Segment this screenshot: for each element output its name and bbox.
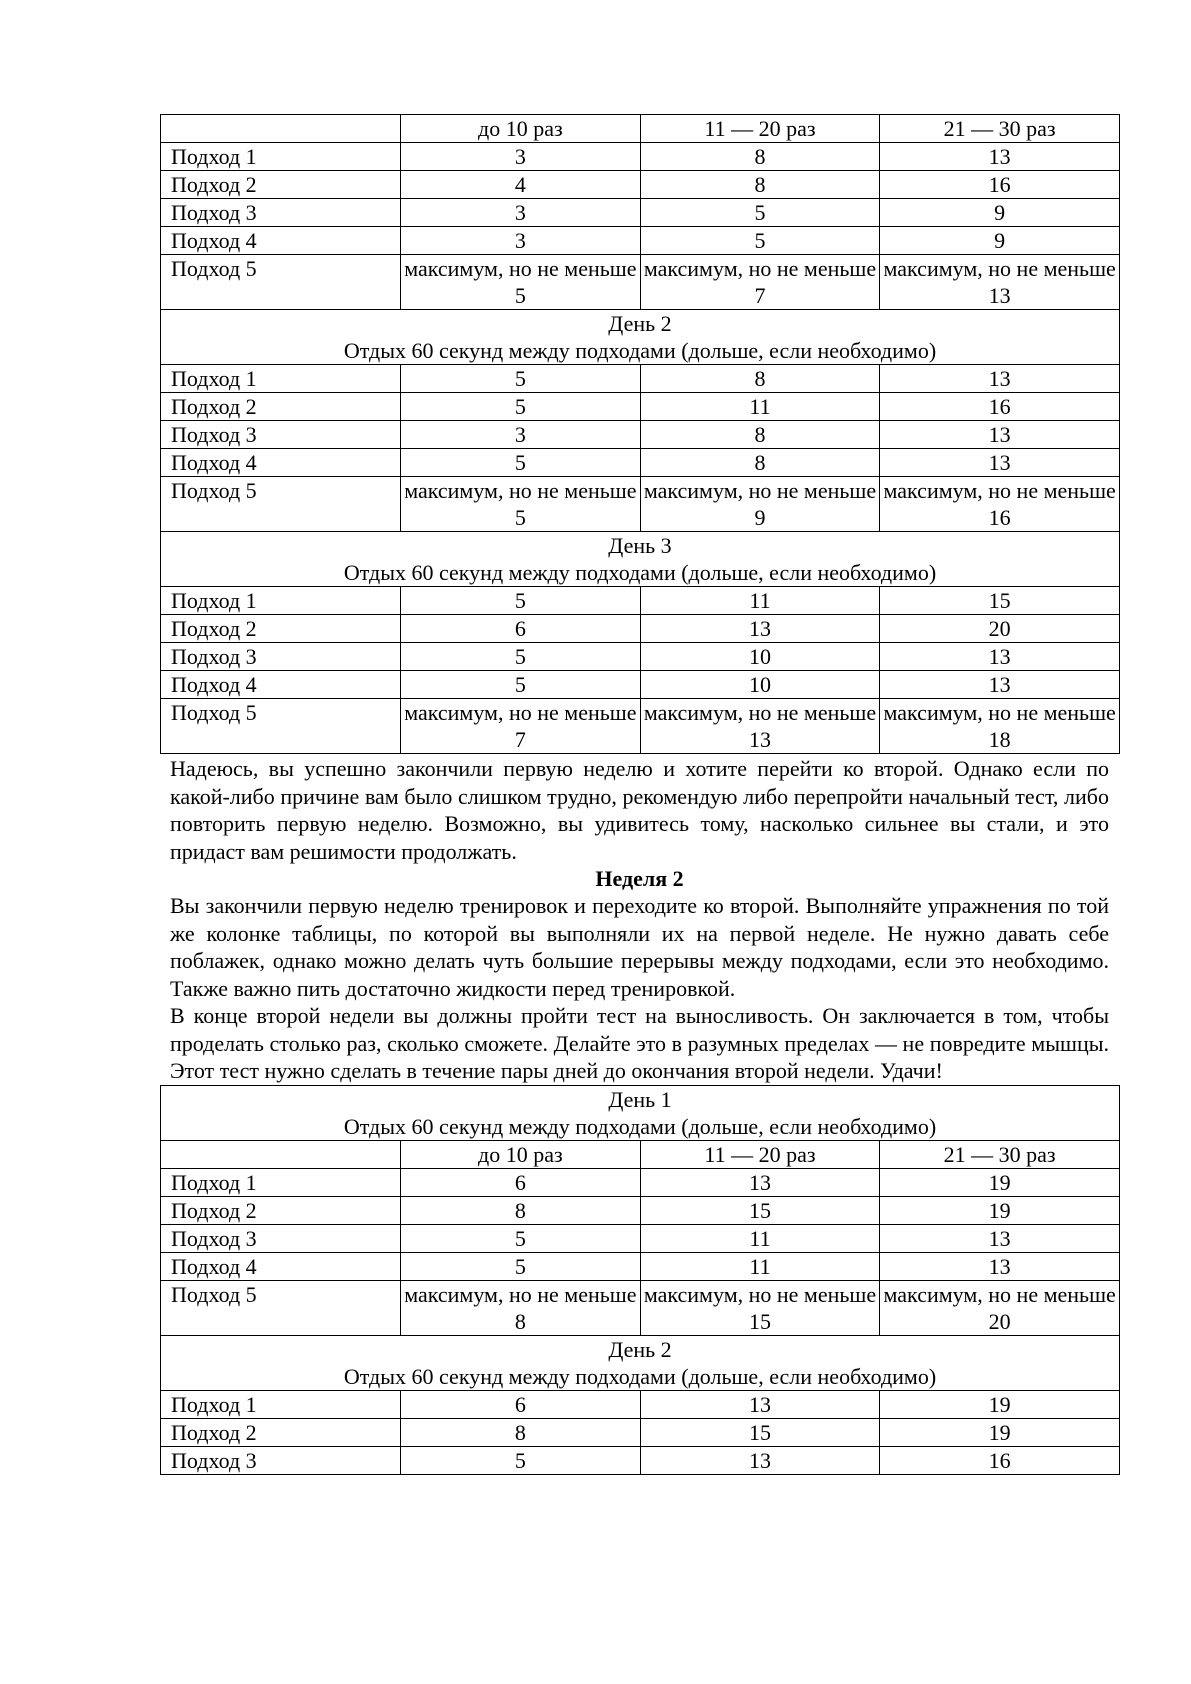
set-label: Подход 2	[161, 171, 401, 199]
reps-cell: 3	[401, 143, 641, 171]
table-row	[161, 143, 1120, 171]
table-header-cell: 11 — 20 раз	[640, 115, 880, 143]
table-row	[161, 393, 1120, 421]
reps-cell: 13	[880, 421, 1120, 449]
table-row	[161, 171, 1120, 199]
day-title: День 2	[608, 1336, 672, 1362]
table-row	[161, 587, 1120, 615]
table-row	[161, 255, 1120, 310]
day-header	[161, 310, 1120, 365]
table-row	[161, 1196, 1120, 1224]
reps-cell: 13	[640, 615, 880, 643]
week1-table	[160, 114, 1120, 754]
table-header-cell: 11 — 20 раз	[640, 1140, 880, 1168]
reps-cell: 6	[401, 615, 641, 643]
table-row	[161, 643, 1120, 671]
set-label: Подход 1	[161, 1390, 401, 1418]
reps-cell: максимум, но не меньше 5	[401, 255, 641, 310]
rest-note: Отдых 60 секунд между подходами (дольше, если необходимо)	[343, 560, 937, 585]
day-title: День 1	[608, 1086, 672, 1112]
reps-cell: 13	[880, 671, 1120, 699]
reps-cell: 5	[401, 393, 641, 421]
set-label: Подход 5	[161, 1280, 401, 1335]
day-header-row	[161, 1335, 1120, 1390]
reps-cell: максимум, но не меньше 7	[640, 255, 880, 310]
day-header	[161, 1335, 1120, 1390]
set-label: Подход 3	[161, 1224, 401, 1252]
reps-cell: 6	[401, 1168, 641, 1196]
table-header-cell: 21 — 30 раз	[880, 115, 1120, 143]
reps-cell: 13	[640, 1168, 880, 1196]
set-label: Подход 4	[161, 227, 401, 255]
reps-cell: 9	[880, 227, 1120, 255]
reps-cell: 13	[640, 1390, 880, 1418]
reps-cell: 5	[640, 227, 880, 255]
reps-cell: 10	[640, 643, 880, 671]
reps-cell: 13	[880, 143, 1120, 171]
reps-cell: 11	[640, 393, 880, 421]
reps-cell: 8	[640, 143, 880, 171]
reps-cell: 9	[880, 199, 1120, 227]
day-header	[161, 1085, 1120, 1140]
rest-note: Отдых 60 секунд между подходами (дольше, если необходимо)	[343, 338, 937, 363]
table-row	[161, 477, 1120, 532]
reps-cell: 13	[640, 1446, 880, 1474]
table-row	[161, 1224, 1120, 1252]
reps-cell: 5	[401, 365, 641, 393]
table-row	[161, 1280, 1120, 1335]
reps-cell: 8	[401, 1196, 641, 1224]
table-row	[161, 227, 1120, 255]
reps-cell: 8	[640, 171, 880, 199]
table-row	[161, 1446, 1120, 1474]
day-header-row	[161, 532, 1120, 587]
set-label: Подход 2	[161, 1418, 401, 1446]
set-label: Подход 3	[161, 199, 401, 227]
reps-cell: максимум, но не меньше 8	[401, 1280, 641, 1335]
reps-cell: 5	[401, 671, 641, 699]
reps-cell: максимум, но не меньше 5	[401, 477, 641, 532]
table-row	[161, 1418, 1120, 1446]
set-label: Подход 1	[161, 587, 401, 615]
reps-cell: 8	[640, 421, 880, 449]
set-label: Подход 4	[161, 671, 401, 699]
table-header-row	[161, 1140, 1120, 1168]
set-label: Подход 2	[161, 1196, 401, 1224]
reps-cell: 15	[880, 587, 1120, 615]
reps-cell: 19	[880, 1390, 1120, 1418]
set-label: Подход 2	[161, 615, 401, 643]
set-label: Подход 2	[161, 393, 401, 421]
reps-cell: 13	[880, 365, 1120, 393]
reps-cell: 5	[401, 449, 641, 477]
reps-cell: максимум, но не меньше 9	[640, 477, 880, 532]
set-label: Подход 3	[161, 1446, 401, 1474]
set-label: Подход 4	[161, 449, 401, 477]
document-page	[160, 114, 1119, 1475]
reps-cell: 3	[401, 199, 641, 227]
reps-cell: 15	[640, 1418, 880, 1446]
table-row	[161, 1168, 1120, 1196]
reps-cell: 19	[880, 1168, 1120, 1196]
set-label: Подход 3	[161, 643, 401, 671]
reps-cell: максимум, но не меньше 18	[880, 699, 1120, 754]
reps-cell: 15	[640, 1196, 880, 1224]
rest-note: Отдых 60 секунд между подходами (дольше, если необходимо)	[343, 1363, 937, 1389]
body-text	[160, 755, 1119, 1085]
reps-cell: 11	[640, 1224, 880, 1252]
reps-cell: 8	[401, 1418, 641, 1446]
reps-cell: 19	[880, 1418, 1120, 1446]
reps-cell: максимум, но не меньше 20	[880, 1280, 1120, 1335]
reps-cell: 6	[401, 1390, 641, 1418]
reps-cell: 5	[401, 643, 641, 671]
day-header-row	[161, 310, 1120, 365]
week2-table	[160, 1085, 1120, 1475]
table-header-cell: до 10 раз	[401, 1140, 641, 1168]
table-header-row	[161, 115, 1120, 143]
reps-cell: 3	[401, 421, 641, 449]
reps-cell: 20	[880, 615, 1120, 643]
reps-cell: 10	[640, 671, 880, 699]
reps-cell: 11	[640, 587, 880, 615]
table-row	[161, 1390, 1120, 1418]
rest-note: Отдых 60 секунд между подходами (дольше, если необходимо)	[343, 1113, 937, 1139]
day-header	[161, 532, 1120, 587]
reps-cell: 16	[880, 171, 1120, 199]
reps-cell: 13	[880, 1252, 1120, 1280]
set-label: Подход 5	[161, 699, 401, 754]
reps-cell: 16	[880, 393, 1120, 421]
set-label: Подход 1	[161, 143, 401, 171]
day-header-row	[161, 1085, 1120, 1140]
reps-cell: максимум, но не меньше 16	[880, 477, 1120, 532]
reps-cell: 5	[401, 1224, 641, 1252]
reps-cell: максимум, но не меньше 13	[640, 699, 880, 754]
set-label: Подход 3	[161, 421, 401, 449]
reps-cell: 13	[880, 643, 1120, 671]
set-label: Подход 5	[161, 255, 401, 310]
table-header-cell: 21 — 30 раз	[880, 1140, 1120, 1168]
reps-cell: 5	[640, 199, 880, 227]
reps-cell: 11	[640, 1252, 880, 1280]
table-row	[161, 365, 1120, 393]
reps-cell: 3	[401, 227, 641, 255]
table-row	[161, 449, 1120, 477]
reps-cell: 5	[401, 587, 641, 615]
paragraph: Вы закончили первую неделю тренировок и переходите ко второй. Выполняйте упражнения по той же колонке таблицы, по которой вы выполняли их на первой неделе. Не нужно давать себе поблажек, однако можно делать чуть большие перерывы между подходами, если это необходимо. Также важно пить достаточно жидкости перед тренировкой.	[170, 893, 1109, 1001]
set-label: Подход 1	[161, 1168, 401, 1196]
set-label: Подход 4	[161, 1252, 401, 1280]
table-header-cell	[161, 115, 401, 143]
day-title: День 2	[608, 311, 672, 336]
section-heading: Неделя 2	[595, 866, 684, 891]
paragraph: Надеюсь, вы успешно закончили первую неделю и хотите перейти ко второй. Однако если по какой-либо причине вам было слишком трудно, рекомендую либо перепройти начальный тест, либо повторить первую неделю. Возможно, вы удивитесь тому, насколько сильнее вы стали, и это придаст вам решимости продолжать.	[170, 756, 1109, 864]
table-header-cell	[161, 1140, 401, 1168]
set-label: Подход 1	[161, 365, 401, 393]
reps-cell: 13	[880, 1224, 1120, 1252]
table-row	[161, 421, 1120, 449]
reps-cell: 5	[401, 1446, 641, 1474]
reps-cell: 8	[640, 365, 880, 393]
reps-cell: 4	[401, 171, 641, 199]
reps-cell: 8	[640, 449, 880, 477]
reps-cell: 5	[401, 1252, 641, 1280]
reps-cell: максимум, но не меньше 13	[880, 255, 1120, 310]
reps-cell: максимум, но не меньше 7	[401, 699, 641, 754]
day-title: День 3	[608, 533, 672, 558]
table-row	[161, 1252, 1120, 1280]
table-row	[161, 671, 1120, 699]
reps-cell: 13	[880, 449, 1120, 477]
table-row	[161, 615, 1120, 643]
table-row	[161, 699, 1120, 754]
reps-cell: 19	[880, 1196, 1120, 1224]
table-row	[161, 199, 1120, 227]
paragraph: В конце второй недели вы должны пройти тест на выносливость. Он заключается в том, чтобы проделать столько раз, сколько сможете. Делайте это в разумных пределах — не повредите мышцы. Этот тест нужно сделать в течение пары дней до окончания второй недели. Удачи!	[170, 1003, 1109, 1083]
reps-cell: максимум, но не меньше 15	[640, 1280, 880, 1335]
reps-cell: 16	[880, 1446, 1120, 1474]
table-header-cell: до 10 раз	[401, 115, 641, 143]
set-label: Подход 5	[161, 477, 401, 532]
